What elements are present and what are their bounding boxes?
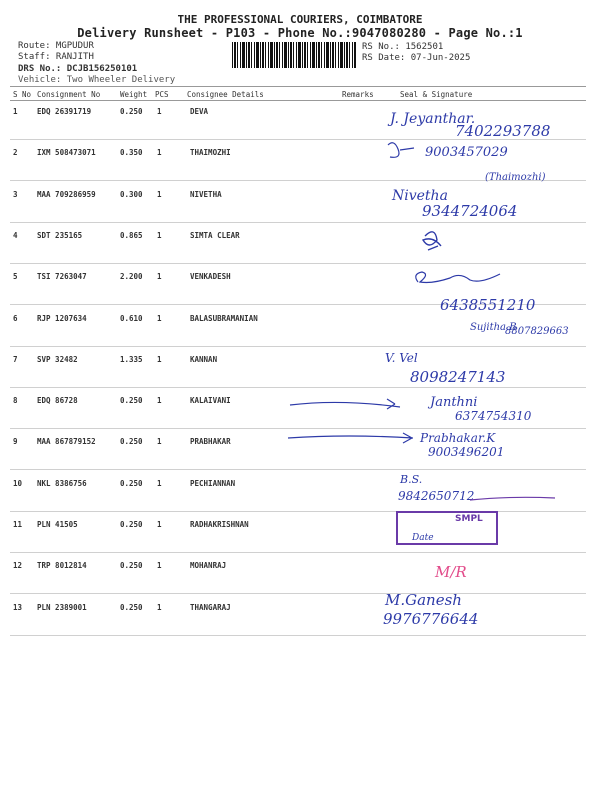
row-pcs: 1 [157,602,162,612]
drs-number: DRS No.: DCJB156250101 [18,64,138,74]
table-row [10,554,586,594]
row-consignee-name: KALAIVANI [190,396,231,406]
col-remarks: Remarks [342,90,374,99]
row-consignee-name: BALASUBRAMANIAN [190,313,258,323]
row-sno: 9 [13,437,18,447]
row-pcs: 1 [157,396,162,406]
vehicle-label: Vehicle: Two Wheeler Delivery [18,75,176,85]
row-divider [10,139,586,140]
row-weight: 1.335 [120,354,143,364]
row-sno: 4 [13,230,18,240]
header-top-rule [10,86,586,87]
row-consignee-name: NIVETHA [190,189,222,199]
sig-r10-initials: B.S. [400,473,423,486]
row-pcs: 1 [157,107,162,116]
company-title: THE PROFESSIONAL COURIERS, COIMBATORE [177,13,423,26]
row-consignment-no: NKL 8386756 [37,478,87,488]
sig-r12-mark: M/R [435,563,467,581]
row-consignee-name: KANNAN [190,354,218,364]
table-row [10,224,586,264]
row-divider [10,346,586,347]
row-pcs: 1 [157,437,162,447]
table-row [10,430,586,470]
row-pcs: 1 [157,561,162,571]
table-row [10,141,586,181]
row-weight: 0.250 [120,561,143,571]
row-weight: 0.250 [120,602,143,612]
row-consignee-name: PRABHAKAR [190,437,231,447]
stamp-date: Date [412,533,434,543]
barcode [232,42,356,68]
col-sno: S No [13,90,32,99]
stamp-text: SMPL [455,514,483,524]
row-consignee-name: THAIMOZHI [190,148,231,158]
row-divider [10,428,586,429]
row-pcs: 1 [157,148,162,158]
row-consignment-no: MAA 709286959 [37,189,96,199]
sig-r7-phone: 8098247143 [410,368,506,386]
row-sno: 5 [13,272,18,282]
row-weight: 0.250 [120,396,143,406]
col-pcs: PCS [155,90,169,99]
row-divider [10,304,586,305]
row-sno: 7 [13,354,18,364]
row-consignment-no: IXM 508473071 [37,148,96,158]
sig-r6-name: Sujitha.B [470,322,517,333]
row-divider [10,635,586,636]
row-divider [10,387,586,388]
row-sno: 8 [13,396,18,406]
row-sno: 3 [13,189,18,199]
col-consignment: Consignment No [37,90,101,99]
sig-r13-phone: 9976776644 [383,610,479,628]
row-consignment-no: SVP 32482 [37,354,78,364]
row-consignment-no: PLN 41505 [37,520,78,529]
row-consignment-no: PLN 2389001 [37,602,87,612]
row-weight: 0.250 [120,520,143,529]
row-sno: 10 [13,478,23,488]
row-divider [10,593,586,594]
row-consignment-no: TSI 7263047 [37,272,87,282]
table-row [10,183,586,223]
col-seal-signature: Seal & Signature [400,90,473,99]
sig-r2-phone: 9003457029 [425,145,508,160]
sig-r9-phone: 9003496201 [428,445,505,459]
row-sno: 13 [13,602,23,612]
row-consignment-no: RJP 1207634 [37,313,87,323]
row-consignee-name: MOHANRAJ [190,561,227,571]
table-row [10,596,586,636]
row-weight: 0.610 [120,313,143,323]
col-weight: Weight [120,90,148,99]
table-row [10,472,586,512]
sig-r3-phone: 9344724064 [422,202,518,220]
row-pcs: 1 [157,230,162,240]
table-row [10,389,586,429]
sig-r8-phone: 6374754310 [455,409,532,423]
row-consignment-no: EDQ 26391719 [37,107,92,116]
row-consignee-name: DEVA [190,107,209,116]
row-weight: 0.250 [120,437,143,447]
row-divider [10,552,586,553]
row-pcs: 1 [157,520,162,529]
row-weight: 0.865 [120,230,143,240]
row-consignment-no: MAA 867879152 [37,437,96,447]
row-divider [10,511,586,512]
row-consignee-name: SIMTA CLEAR [190,230,240,240]
row-divider [10,263,586,264]
row-divider [10,222,586,223]
row-weight: 0.250 [120,478,143,488]
row-pcs: 1 [157,313,162,323]
row-divider [10,469,586,470]
sig-r1-phone: 7402293788 [455,122,551,140]
sig-r13-name: M.Ganesh [385,591,462,609]
table-row [10,307,586,347]
row-weight: 0.300 [120,189,143,199]
table-row [10,513,586,553]
table-row [10,265,586,305]
row-consignee-name: RADHAKRISHNAN [190,520,249,529]
row-weight: 2.200 [120,272,143,282]
row-pcs: 1 [157,354,162,364]
sig-r1-name: J. Jeyanthar. [390,111,476,127]
row-pcs: 1 [157,272,162,282]
sig-r8-name: Janthni [430,395,478,410]
row-weight: 0.350 [120,148,143,158]
row-weight: 0.250 [120,107,143,116]
row-consignee-name: VENKADESH [190,272,231,282]
sig-r2-note: (Thaimozhi) [485,172,546,183]
row-sno: 1 [13,107,18,116]
sig-r10-phone: 9842650712 [398,489,475,503]
row-consignment-no: TRP 8012814 [37,561,87,571]
row-consignment-no: SDT 235165 [37,230,83,240]
row-sno: 12 [13,561,23,571]
row-sno: 6 [13,313,18,323]
sig-r7-name: V. Vel [385,351,418,365]
row-consignment-no: EDQ 86728 [37,396,78,406]
route-label: Route: MGPUDUR [18,41,94,51]
col-consignee: Consignee Details [187,90,264,99]
sig-r6-phone2: 8807829663 [505,326,569,337]
staff-label: Staff: RANJITH [18,52,94,62]
row-consignee-name: PECHIANNAN [190,478,236,488]
row-pcs: 1 [157,478,162,488]
row-pcs: 1 [157,189,162,199]
runsheet-subtitle: Delivery Runsheet - P103 - Phone No.:9047080280 - Page No.:1 [77,26,523,40]
sig-r3-name: Nivetha [392,188,448,204]
sig-r9-name: Prabhakar.K [420,431,496,445]
table-row [10,348,586,388]
sig-r6-phone: 6438551210 [440,296,536,314]
rs-number: RS No.: 1562501 [362,42,444,52]
rs-date: RS Date: 07-Jun-2025 [362,53,471,63]
row-consignee-name: THANGARAJ [190,602,231,612]
row-sno: 11 [13,520,23,529]
row-sno: 2 [13,148,18,158]
row-divider [10,180,586,181]
table-row [10,100,586,140]
